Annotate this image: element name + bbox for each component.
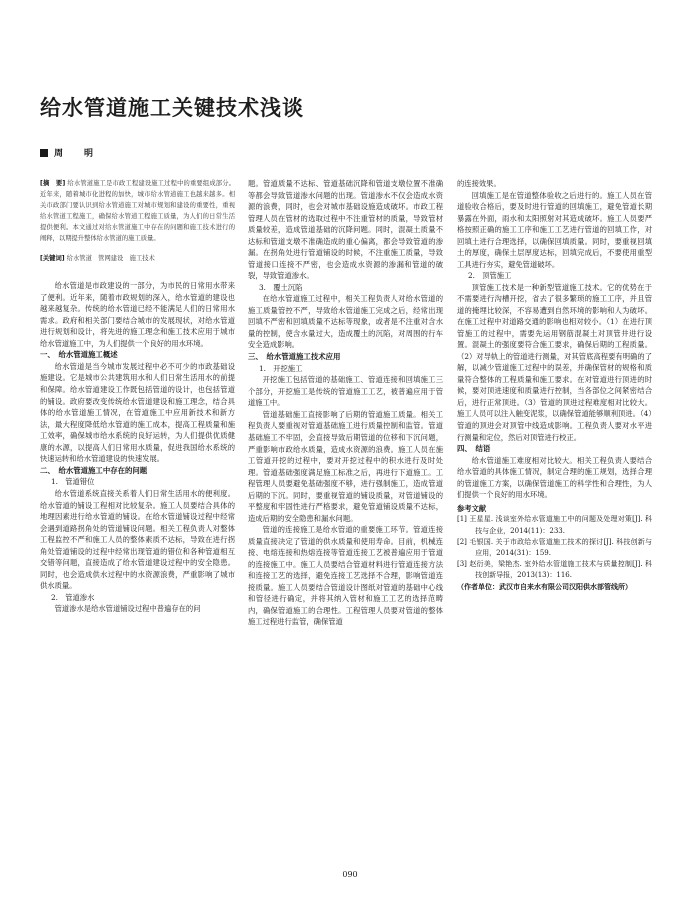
subsection-2-2-paragraph-cont: 题。管道质量不达标、管道基础沉降和管道支墩位置不准确等都会导致管道渗水问题的出现。管道渗水不仅会造成水资源的浪费，同时，也会对城市基础设施造成破坏。市政工程管理人员在管材的选取过程中不注重管材的质量，导致管材质量较差，造成管道基础的沉降问题。同时，混凝土质量不达标和管道支墩不准确造成的重心偏离，都会导致管道的渗漏。在拐角处进行管道铺设的时候，不注重施工质量，导致管道接口连接不严密，也会造成水资源的渗漏和管道的破裂，导致管道渗水。 [248, 179, 443, 281]
subsection-3-2-paragraph: 顶管施工技术是一种新型管道施工技术。它的优势在于不需要进行沟槽开挖，省去了很多繁琐的施工工序，并且管道的掩埋比较深，不容易遭到自然环境的影响和人为破坏。在施工过程中对道路交通的影响也相对较小。（1）在进行顶管施工的过程中，需要先运用钢筋混凝土对顶管井进行设置。混凝土的强度要符合施工要求，确保后期的工程质量。（2）对导轨上的管道进行测量，对其管底高程要有明确的了解，以减少管道施工过程中的误差，并确保管材的规格和质量符合整体的工程质量和施工要求。在对管道进行顶进的时候，要对顶进速度和质量进行控制，当各部位之间紧密结合后，进行正常顶进。（3）管道的顶进过程难度相对比较大。施工人员可以注入触变泥浆，以确保管道能够顺利顶进。（4）管道的顶进会对顶管中线造成影响。工程负责人要对水平进行测量和定位，然后对顶管进行校正。 [457, 282, 652, 442]
section-4-heading: 四、 结语 [457, 444, 491, 454]
column-1 [40, 178, 235, 615]
author-line [40, 146, 99, 159]
section-1-paragraph: 给水管道是当今城市发展过程中必不可少的市政基础设施建设。它是城市公共建筑用水和人们日常生活用水的前提和保障。给水管道建设工作既包括管道的设计，也包括管道的铺设。政府要改变传统给水管道建设和施工理念，结合具体的给水管道施工情况，在管道施工中应用新技术和新方法，最大程度降低给水管道的施工成本，提高工程质量和施工效率，确保城市给水系统的良好运转，为人们提供优质健康的水源，以提高人们日常用水质量，促进我国给水系统的快速运转和给水管道建设的快速发展。 [40, 361, 235, 464]
section-2-heading: 二、 给水管道施工中存在的问题 [40, 465, 148, 475]
section-4-paragraph: 给水管道施工难度相对比较大。相关工程负责人要结合给水管道的具体施工情况，制定合理的施工规划，选择合理的管道施工方案，以确保管道施工的科学性和合理性，为人们提供一个良好的用水环境。 [457, 455, 652, 500]
subsection-3-2-heading: 2. 顶管施工 [467, 271, 512, 281]
column-2 [248, 178, 443, 628]
author-name: 周 明 [54, 149, 100, 159]
keywords-text: 给水管道 管网建设 施工技术 [66, 255, 155, 263]
abstract [40, 178, 235, 244]
subsection-3-1-paragraph-3-cont: 的连接效果。 [457, 179, 501, 188]
abstract-label: [摘 要] [40, 180, 66, 187]
subsection-2-2-paragraph-start: 管道渗水是给水管道铺设过程中普遍存在的问 [54, 604, 201, 614]
subsection-3-1-paragraph-3: 管道的连接施工是给水管道的重要施工环节。管道连接质量直接决定了管道的供水质量和使用寿命。目前，机械连接、电熔连接和热熔连接等管道连接工艺被普遍应用于管道的连接施工中。施工人员要结合管道材料进行管道连接方法和连接工艺的选择，避免连接工艺选择不合理，影响管道连接质量。施工人员要结合管道设计图纸对管道的基础中心线和管径进行确定，并将其纳入管材和施工工艺的选择范畴内，确保管道施工的合理性。工程管理人员要对管道的整体施工过程进行监管，确保管道 [248, 525, 443, 627]
subsection-3-1-heading: 1. 开挖施工 [258, 363, 303, 373]
section-1-heading: 一、 给水管道施工概述 [40, 350, 118, 360]
subsection-2-3-heading: 3. 覆土沉陷 [258, 282, 303, 292]
subsection-2-1-paragraph: 给水管道系统直接关系着人们日常生活用水的便利度。给水管道的铺设工程相对比较复杂。施工人员要结合具体的地理因素进行给水管道的铺设。在给水管道铺设过程中经常会遇到道路拐角处的管道铺设问题。相关工程负责人对整体工程监控不严和施工人员的整体素质不达标，导致在进行拐角处管道铺设的过程中经常出现管道的错位和各种管道相互交错等问题，直接造成了给水管道建设过程中的安全隐患。同时，也会造成供水过程中的水资源浪费，严重影响了城市供水质量。 [40, 489, 235, 591]
keywords [40, 254, 235, 264]
article-title: 给水管道施工关键技术浅谈 [40, 96, 304, 120]
subsection-2-3-paragraph: 在给水管道施工过程中，相关工程负责人对给水管道的施工质量管控不严，导致给水管道施工完成之后，经常出现回填不严密和回填质量不达标等现象，或者是不注重对含水量的控制，使含水量过大，造成覆土的沉陷，对周围的行车安全造成影响。 [248, 294, 443, 350]
keywords-label: [关键词] [40, 255, 65, 263]
abstract-text: 给水管道施工是市政工程建设施工过程中的重要组成部分。近年来，随着城市化进程的加快，城市给水管道施工也越来越多。相关市政部门要认识到给水管道施工对城市规划和建设的重要性，重视给水管道工程施工，确保给水管道工程施工质量，为人们的日常生活提供便利。本文通过对给水管道施工中存在的问题和施工技术进行的阐释，以期提升整体给水管道的施工质量。 [40, 180, 235, 243]
subsection-3-1-paragraph-2: 管道基础施工直接影响了后期的管道施工质量。相关工程负责人要重视对管道基础施工进行质量控制和监管。管道基础施工不牢固，会直接导致后期管道的位移和下沉问题，严重影响市政给水质量，造成水资源的浪费。施工人员在施工管道开挖的过程中，要对开挖过程中的积水进行及时处理。管道基础强度满足施工标准之后，再进行下道施工。工程管理人员要避免基础强度不够，进行强制施工，造成管道后期的下沉。同时，要重视管道的铺设质量，对管道铺设的平整度和牢固性进行严格要求，避免管道铺设质量不达标，造成后期的安全隐患和漏水问题。 [248, 409, 443, 523]
references-heading: 参考文献 [457, 503, 487, 513]
reference-item: [2] 毛银国. 关于市政给水管道施工技术的探讨[J]. 科技创新与应用，2014(31)：159. [457, 537, 652, 557]
author-affiliation: （作者单位：武汉市自来水有限公司汉阳供水部管线所） [457, 582, 632, 591]
subsection-3-1-paragraph-1: 开挖施工包括管道的基础施工、管道连接和回填施工三个部分，开挖施工是传统的管道施工工艺，被普遍应用于管道施工中。 [248, 375, 443, 408]
intro-paragraph: 给水管道是市政建设的一部分，为市民的日常用水带来了便利。近年来，随着市政规划的深入，给水管道的建设也越来越复杂。传统的给水管道已经不能满足人们的日常用水需求。政府和相关部门要结合城市的发展现状，对给水管道进行规划和设计，将先进的施工理念和施工技术应用于城市给水管道施工中，为人们提供一个良好的用水环境。 [40, 281, 235, 348]
square-bullet-icon [40, 149, 48, 157]
reference-item: [3] 赵衍美，梁艳杰. 室外给水管道施工技术与质量控制[J]. 科技创新导报，2013(13)：116. [457, 560, 652, 580]
section-3-heading: 三、 给水管道施工技术应用 [248, 351, 341, 361]
subsection-2-1-heading: 1. 管道错位 [50, 477, 95, 487]
subsection-3-1-paragraph-4: 回填施工是在管道整体验收之后进行的。施工人员在管道验收合格后，要及时进行管道的回填施工，避免管道长期暴露在外面，雨水和太阳照射对其造成破坏。施工人员要严格按照正确的施工工序和施工工艺进行管道的回填工作，对回填土进行合理选择，以确保回填质量。同时，要重视回填土的厚度，确保土层厚度达标，回填完成后，不要使用重型工具进行夯实，避免管道破坏。 [457, 190, 652, 269]
page-number: 090 [342, 870, 358, 879]
abstract-block [40, 178, 235, 244]
reference-item: [1] 王星星. 浅谈室外给水管道施工中的问题及处理对策[J]. 科技与企业，2014(11)：233. [457, 515, 652, 535]
column-3 [457, 178, 652, 593]
subsection-2-2-heading: 2. 管道渗水 [50, 592, 95, 602]
